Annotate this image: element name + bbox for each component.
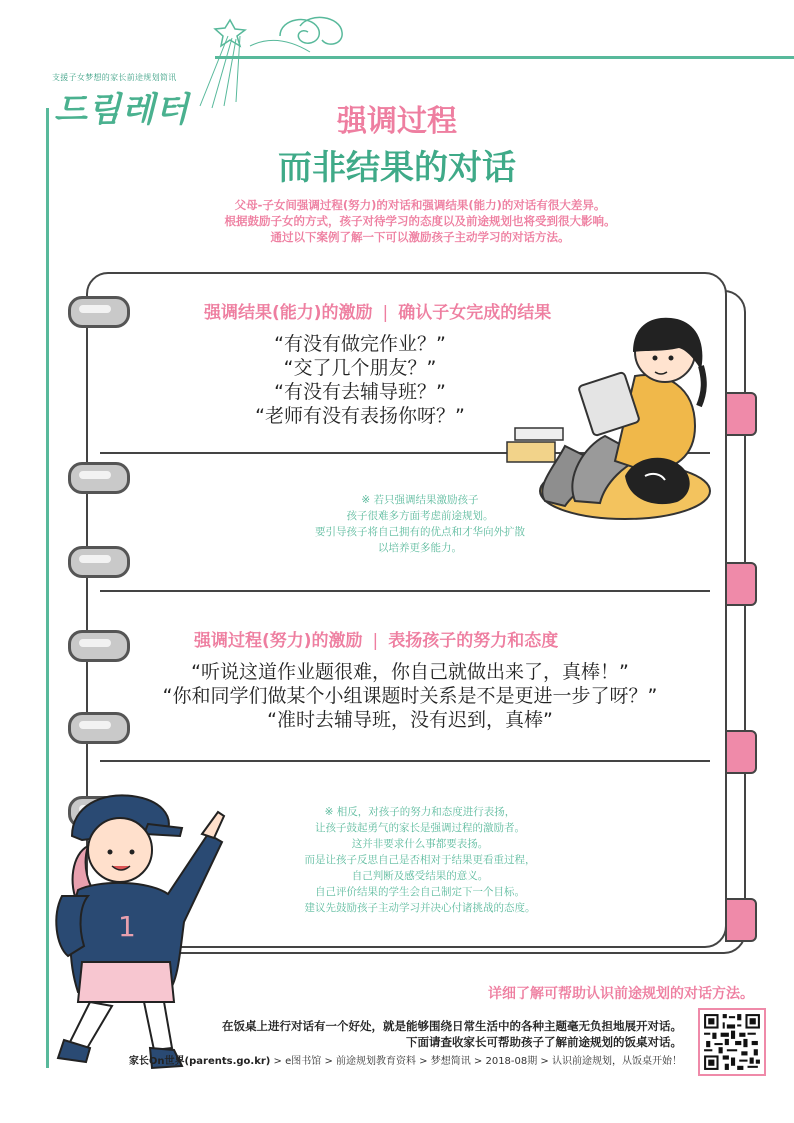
section2-heading-right: 表扬孩子的努力和态度 [388,631,559,651]
notebook-divider [100,590,710,592]
quote-line: “老师有没有表扬你呀？” [255,405,465,427]
child-pointing-illustration [52,786,232,1076]
notebook-tab [725,392,757,436]
section1-quotes [230,332,490,428]
note-line: 让孩子鼓起勇气的家长是强调过程的激励者。 [315,822,525,834]
note-line: ※ 相反，对孩子的努力和态度进行表扬， [324,806,516,818]
footer-site-link[interactable]: 家长On世界(parents.go.kr) [128,1056,271,1067]
intro-line: 父母-子女间强调过程(努力)的对话和强调结果(能力)的对话有很大差异。 [234,198,606,212]
footer-description [222,1018,682,1050]
notebook-ring [68,546,130,578]
footer-more-link[interactable]: 详细了解可帮助认识前途规划的对话方法。 [488,986,754,1002]
note-line: 要引导孩子将自己拥有的优点和才华向外扩散 [315,526,525,538]
notebook-ring [68,296,130,328]
section2-heading-left: 强调过程(努力)的激励 [194,631,363,651]
intro-line: 根据鼓励子女的方式，孩子对待学习的态度以及前途规划也将受到很大影响。 [224,214,616,228]
note-line: 自己评价结果的学生会自己制定下一个目标。 [315,886,525,898]
section2-note [230,804,610,916]
frame-top-line [215,56,794,59]
section2-heading [194,626,558,651]
section1-heading-right: 确认子女完成的结果 [398,303,552,323]
notebook-tab [725,898,757,942]
note-line: ※ 若只强调结果激励孩子 [361,494,479,506]
quote-line: “有没有去辅导班？” [274,381,446,403]
quote-line: “准时去辅导班，没有迟到，真棒” [267,709,553,731]
brand-subtitle: 支援子女梦想的家长前途规划简讯 [52,73,177,82]
note-line: 孩子很难多方面考虑前途规划。 [346,510,494,522]
footer-desc-line: 在饭桌上进行对话有一个好处，就是能够围绕日常生活中的各种主题毫无负担地展开对话。 [222,1019,682,1033]
notebook-ring [68,630,130,662]
note-line: 以培养更多能力。 [378,542,462,554]
girl-reading-illustration [505,316,720,526]
page-title-line2: 而非结果的对话 [278,148,516,188]
quote-line: “有没有做完作业？” [274,333,446,355]
notebook-tab [725,562,757,606]
notebook-tab [725,730,757,774]
footer-path-rest: > e图书馆 > 前途规划教育资料 > 梦想简讯 > 2018-08期 > 认识前途规划，从饭桌开始！ [270,1056,682,1067]
intro-line: 通过以下案例了解一下可以激励孩子主动学习的对话方法。 [270,230,570,244]
section1-heading [204,298,551,323]
section1-heading-left: 强调结果(能力)的激励 [204,303,373,323]
notebook-divider [100,760,710,762]
quote-line: “你和同学们做某个小组课题时关系是不是更进一步了呀？” [162,685,658,707]
heading-separator: | [372,631,379,651]
note-line: 而是让孩子反思自己是否相对于结果更看重过程， [304,854,536,866]
notebook-ring [68,462,130,494]
footer-path [129,1052,682,1067]
quote-line: “交了几个朋友？” [283,357,437,379]
note-line: 这并非要求什么事都要表扬。 [351,838,489,850]
note-line: 自己判断及感受结果的意义。 [351,870,489,882]
quote-line: “听说这道作业题很难，你自己就做出来了，真棒！” [191,661,629,683]
heading-separator: | [382,303,389,323]
svg-text:1: 1 [118,910,136,943]
qr-code-icon[interactable] [698,1008,766,1076]
page-title-line1: 强调过程 [337,104,457,139]
note-line: 建议先鼓励孩子主动学习并决心付诸挑战的态度。 [304,902,536,914]
brand-logo: 드림레터 [54,90,190,130]
footer-desc-line: 下面请查收家长可帮助孩子了解前途规划的饭桌对话。 [406,1035,682,1049]
intro-text [100,197,740,245]
frame-left-line [46,108,49,1068]
section2-quotes [120,660,700,732]
